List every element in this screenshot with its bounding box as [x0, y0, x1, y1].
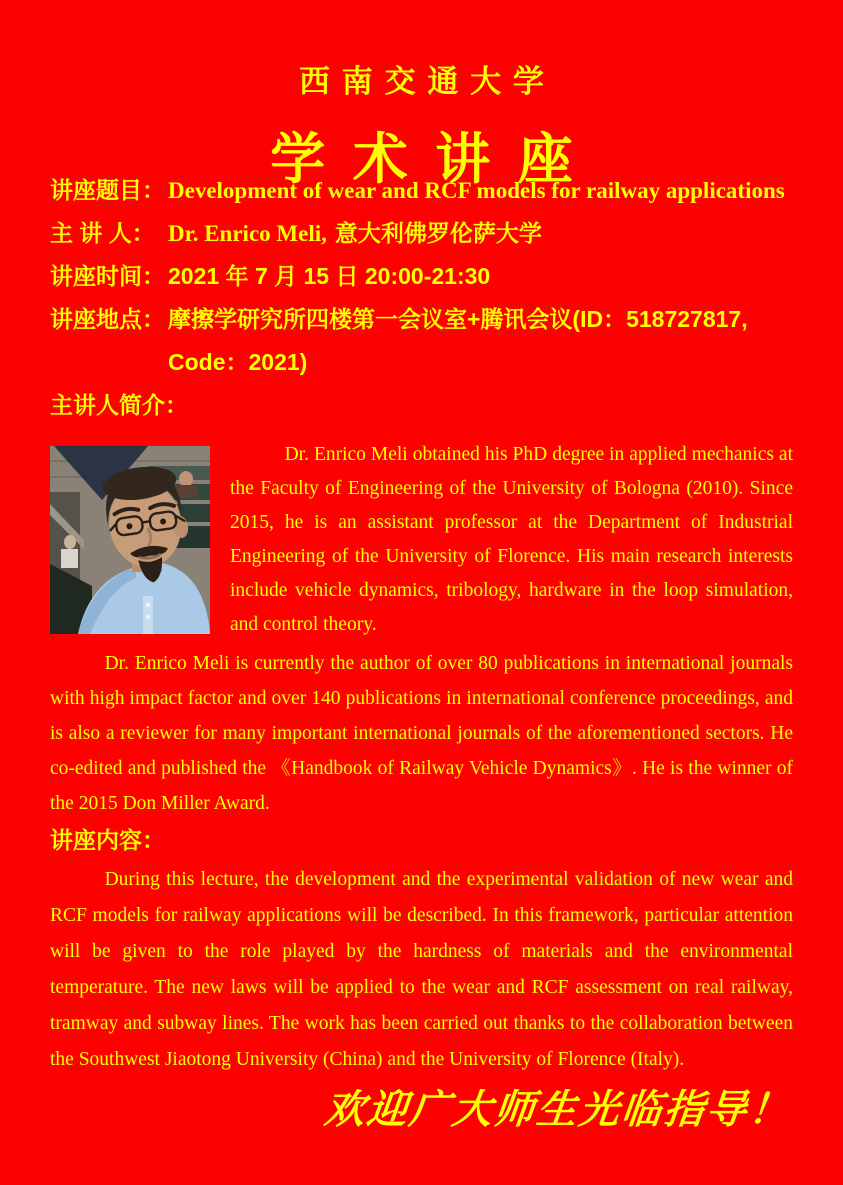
poster-header: [0, 0, 843, 194]
poster-title: 学术讲座: [270, 128, 601, 190]
content-paragraph: During this lecture, the development and the experimental validation of new wear and RCF models for railway applications will be described. In this framework, particular attention will be given to the role played by the hardness of materials and the environmental temperature. The new laws will be applied to the wear and RCF assessment on real railway, tramway and subway lines. The work has been carried out thanks to the collaboration between the Southwest Jiaotong University (China) and the University of Florence (Italy).: [50, 869, 793, 1070]
meeting-code: Code：2021): [168, 349, 308, 375]
topic-row: [50, 169, 793, 212]
topic-label: 讲座题目：: [50, 177, 165, 203]
speaker-label: 主 讲 人：: [50, 220, 155, 246]
speaker-bio-block: [50, 438, 793, 642]
lecture-info: [50, 169, 793, 427]
venue-row: [50, 298, 793, 341]
time-value: 2021 年 7 月 15 日 20:00-21:30: [168, 263, 491, 289]
venue-label: 讲座地点：: [50, 306, 165, 332]
venue-row-continued: [50, 341, 793, 384]
content-section-label: 讲座内容：: [50, 827, 165, 853]
bio-paragraph-1: Dr. Enrico Meli obtained his PhD degree in applied mechanics at the Faculty of Engineering of the University of Bologna (2010). Since 2015, he is an assistant professor at the Department of Industrial Engineering of the University of Florence. His main research interests include vehicle dynamics, tribology, hardware in the loop simulation, and control theory.: [230, 444, 793, 635]
venue-value: 摩擦学研究所四楼第一会议室+腾讯会议(ID：518727817,: [168, 306, 748, 332]
time-label: 讲座时间：: [50, 263, 165, 289]
speaker-photo: [50, 446, 210, 634]
speaker-affiliation: 意大利佛罗伦萨大学: [334, 220, 542, 246]
time-row: [50, 255, 793, 298]
bio-section-row: [50, 384, 793, 427]
university-name: 西南交通大学: [299, 64, 556, 99]
speaker-name: Dr. Enrico Meli,: [168, 221, 327, 246]
topic-value: Development of wear and RCF models for railway applications: [168, 178, 785, 203]
speaker-row: [50, 212, 793, 255]
bio-section-label: 主讲人简介：: [50, 392, 188, 418]
speaker-photo-image: [50, 446, 210, 634]
welcome-message: 欢迎广大师生光临指导！: [321, 1088, 793, 1132]
bio-paragraph-2: Dr. Enrico Meli is currently the author of over 80 publications in international journals with high impact factor and over 140 publications in international conference proceedings, and is also a reviewer for many important international journals of the aforementioned sectors. He co-edited and published the 《Handbook of Railway Vehicle Dynamics》. He is the winner of the 2015 Don Miller Award.: [50, 653, 793, 814]
